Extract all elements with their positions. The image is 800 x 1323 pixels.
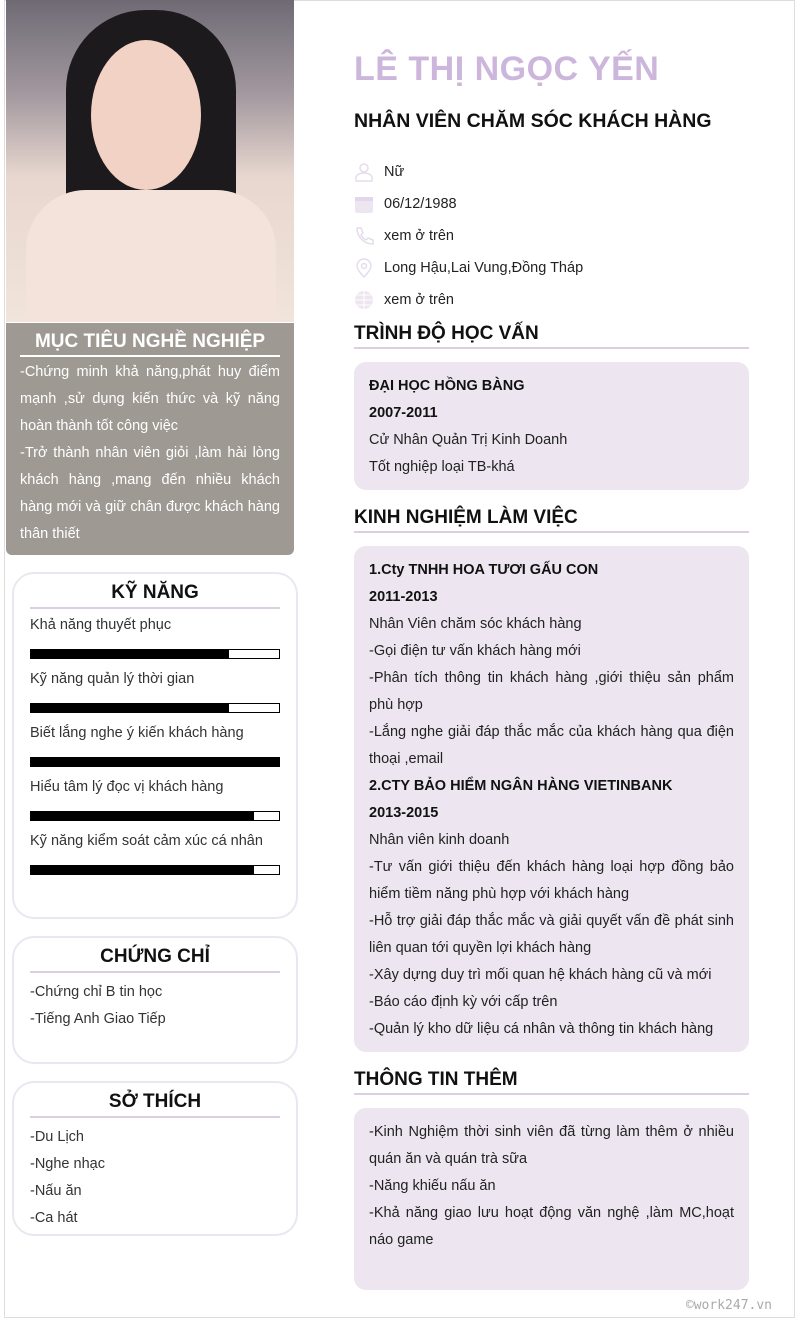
school-name: ĐẠI HỌC HỒNG BÀNG: [369, 378, 525, 394]
job-period: 2013-2015: [369, 805, 439, 821]
location-icon: [354, 258, 374, 278]
skill-bar: [30, 757, 280, 767]
info-website: xem ở trên: [354, 284, 583, 316]
skill-label: Kỹ năng quản lý thời gian: [30, 671, 195, 687]
additional-item: -Năng khiếu nấu ăn: [369, 1178, 496, 1194]
job-task: -Báo cáo định kỳ với cấp trên: [369, 994, 558, 1010]
info-address: Long Hậu,Lai Vung,Đồng Tháp: [354, 252, 583, 284]
skill-bar-fill: [31, 704, 229, 712]
job-company: 2.CTY BẢO HIỂM NGÂN HÀNG VIETINBANK: [369, 778, 673, 794]
education-result: Tốt nghiệp loại TB-khá: [369, 459, 515, 475]
skill-bar: [30, 703, 280, 713]
certificates-section: [12, 936, 298, 1064]
hobby-item: -Nghe nhạc: [30, 1156, 105, 1172]
skills-title: KỸ NĂNG: [30, 582, 280, 609]
skill-label: Hiểu tâm lý đọc vị khách hàng: [30, 779, 224, 795]
education-major: Cử Nhân Quản Trị Kinh Doanh: [369, 432, 568, 448]
objective-title: MỤC TIÊU NGHỀ NGHIỆP: [20, 331, 280, 357]
additional-item: -Khả năng giao lưu hoạt động văn nghệ ,làm MC,hoạt náo game: [369, 1205, 734, 1248]
job-task: -Tư vấn giới thiệu đến khách hàng loại hợp đồng bảo hiểm tiềm năng phù hợp với khách hàng: [369, 859, 734, 902]
skill-label: Khả năng thuyết phục: [30, 617, 172, 633]
info-birthday: 06/12/1988: [354, 188, 583, 220]
info-phone: xem ở trên: [354, 220, 583, 252]
certificate-item: -Chứng chỉ B tin học: [30, 984, 163, 1000]
globe-icon: [354, 290, 374, 310]
education-box: [354, 362, 749, 490]
experience-box: [354, 546, 749, 1052]
candidate-name: LÊ THỊ NGỌC YẾN: [354, 50, 660, 88]
job-task: -Lắng nghe giải đáp thắc mắc của khách hàng qua điện thoại ,email: [369, 724, 734, 767]
calendar-icon: [354, 194, 374, 214]
objective-line: -Trở thành nhân viên giỏi ,làm hài lòng khách hàng ,mang đến nhiều khách hàng mới và giữ chân được khách hàng thân thiết: [20, 445, 280, 542]
skill-bar-fill: [31, 758, 279, 766]
job-task: -Hỗ trợ giải đáp thắc mắc và giải quyết vấn đề phát sinh liên quan tới quyền lợi khách hàng: [369, 913, 734, 956]
job-period: 2011-2013: [369, 589, 438, 605]
additional-box: [354, 1108, 749, 1290]
additional-title: THÔNG TIN THÊM: [354, 1069, 749, 1095]
job-role: Nhân Viên chăm sóc khách hàng: [369, 616, 582, 632]
job-task: -Phân tích thông tin khách hàng ,giới thiệu sản phẩm phù hợp: [369, 670, 734, 713]
hobbies-section: [12, 1081, 298, 1236]
skill-label: Kỹ năng kiểm soát cảm xúc cá nhân: [30, 833, 263, 849]
info-gender: Nữ: [354, 156, 583, 188]
skill-bar-fill: [31, 650, 229, 658]
skill-bar-fill: [31, 812, 254, 820]
skill-bar-fill: [31, 866, 254, 874]
watermark: ©work247.vn: [685, 1298, 772, 1313]
hobby-item: -Nấu ăn: [30, 1183, 82, 1199]
personal-info: [354, 156, 583, 316]
job-task: -Quản lý kho dữ liệu cá nhân và thông tin khách hàng: [369, 1021, 714, 1037]
skills-section: [12, 572, 298, 919]
additional-item: -Kinh Nghiệm thời sinh viên đã từng làm thêm ở nhiều quán ăn và quán trà sữa: [369, 1124, 734, 1167]
job-task: -Gọi điện tư vấn khách hàng mới: [369, 643, 581, 659]
skill-bar: [30, 649, 280, 659]
skill-bar: [30, 865, 280, 875]
hobbies-title: SỞ THÍCH: [30, 1091, 280, 1118]
skill-label: Biết lắng nghe ý kiến khách hàng: [30, 725, 244, 741]
objective-line: -Chứng minh khả năng,phát huy điểm mạnh ,sử dụng kiến thức và kỹ năng hoàn thành tốt công việc: [20, 364, 280, 434]
certificates-title: CHỨNG CHỈ: [30, 946, 280, 973]
job-role: Nhân viên kinh doanh: [369, 832, 510, 848]
experience-title: KINH NGHIỆM LÀM VIỆC: [354, 507, 749, 533]
certificate-item: -Tiếng Anh Giao Tiếp: [30, 1011, 166, 1027]
skill-bar: [30, 811, 280, 821]
job-company: 1.Cty TNHH HOA TƯƠI GẤU CON: [369, 562, 599, 578]
person-icon: [354, 162, 374, 182]
education-period: 2007-2011: [369, 405, 438, 421]
job-task: -Xây dựng duy trì mối quan hệ khách hàng cũ và mới: [369, 967, 712, 983]
objective-section: [6, 323, 294, 555]
education-title: TRÌNH ĐỘ HỌC VẤN: [354, 323, 749, 349]
profile-photo: [6, 0, 294, 322]
hobby-item: -Du Lịch: [30, 1129, 84, 1145]
phone-icon: [354, 226, 374, 246]
job-title: NHÂN VIÊN CHĂM SÓC KHÁCH HÀNG: [354, 110, 712, 132]
hobby-item: -Ca hát: [30, 1210, 78, 1226]
